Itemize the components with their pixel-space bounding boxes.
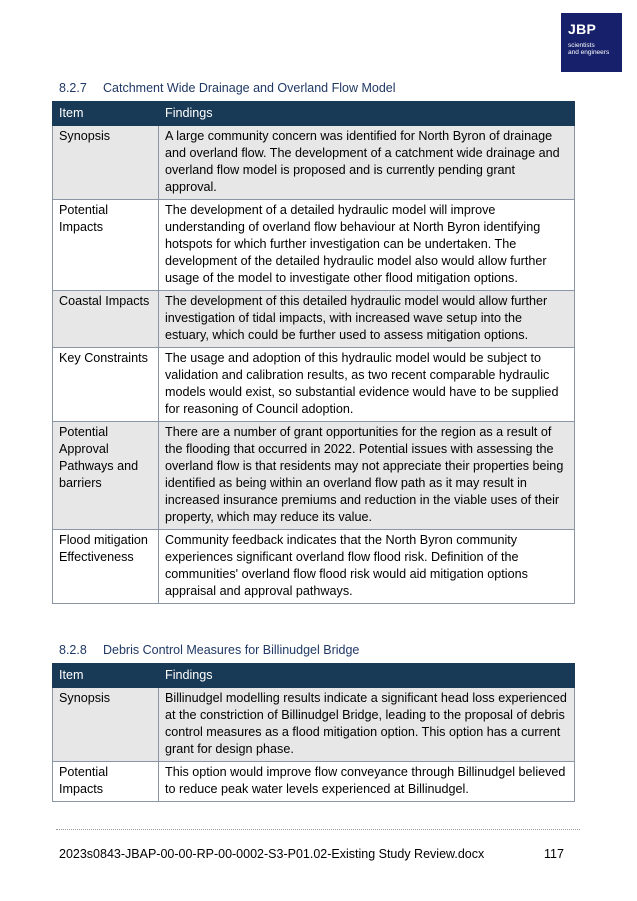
row-findings: This option would improve flow conveyance through Billinudgel believed to reduce peak water levels experienced at Billinudgel. [159, 762, 575, 802]
findings-table-8-2-8 [52, 663, 575, 802]
row-item: Potential Approval Pathways and barriers [53, 422, 159, 530]
section-title: Catchment Wide Drainage and Overland Flow Model [103, 81, 396, 95]
table-row [53, 348, 575, 422]
header-findings: Findings [159, 664, 575, 688]
header-item: Item [53, 102, 159, 126]
footer-document-name: 2023s0843-JBAP-00-00-RP-00-0002-S3-P01.02-Existing Study Review.docx [59, 847, 485, 861]
row-item: Potential Impacts [53, 200, 159, 291]
table-row [53, 422, 575, 530]
row-item: Synopsis [53, 126, 159, 200]
row-findings: The development of this detailed hydraulic model would allow further investigation of tidal impacts, with increased wave setup into the estuary, which could be further used to assess mitigation options. [159, 291, 575, 348]
row-findings: Community feedback indicates that the North Byron community experiences significant overland flow flood risk. Definition of the communities' overland flow flood risk would aid mitigation options appraisal and approval pathways. [159, 530, 575, 604]
section-number: 8.2.8 [59, 643, 87, 657]
row-item: Flood mitigation Effectiveness [53, 530, 159, 604]
table-row [53, 200, 575, 291]
table-header-row [53, 102, 575, 126]
section-number: 8.2.7 [59, 81, 87, 95]
row-item: Coastal Impacts [53, 291, 159, 348]
row-item: Key Constraints [53, 348, 159, 422]
row-findings: There are a number of grant opportunities for the region as a result of the flooding that occurred in 2022. Potential issues with assessing the overland flow is that residents may not appreciate their properties being identified as being within an overland flow path as it may result in increased insurance premiums and reduction in the viable uses of their property, which may reduce its value. [159, 422, 575, 530]
footer-divider [56, 829, 580, 830]
row-findings: A large community concern was identified for North Byron of drainage and overland flow. The development of a catchment wide drainage and overland flow model is proposed and is currently pending grant approval. [159, 126, 575, 200]
row-findings: The usage and adoption of this hydraulic model would be subject to validation and calibration results, as two recent comparable hydraulic models would exist, so substantial evidence would have to be supplied for reasoning of Council adoption. [159, 348, 575, 422]
table-row [53, 762, 575, 802]
table-row [53, 688, 575, 762]
header-findings: Findings [159, 102, 575, 126]
logo-brand: JBP [568, 21, 597, 37]
jbp-logo [561, 13, 622, 72]
row-findings: The development of a detailed hydraulic model will improve understanding of overland flow behaviour at North Byron identifying hotspots for which further investigation can be undertaken. The development of the detailed hydraulic model also would allow further usage of the model to investigate other flood mitigation options. [159, 200, 575, 291]
table-header-row [53, 664, 575, 688]
section-title: Debris Control Measures for Billinudgel Bridge [103, 643, 360, 657]
table-row [53, 530, 575, 604]
section-heading-8-2-7 [59, 81, 396, 95]
findings-table-8-2-7 [52, 101, 575, 604]
row-item: Potential Impacts [53, 762, 159, 802]
row-findings: Billinudgel modelling results indicate a significant head loss experienced at the constriction of Billinudgel Bridge, leading to the proposal of debris control measures as a flood mitigation option. This option has a current grant for design phase. [159, 688, 575, 762]
row-item: Synopsis [53, 688, 159, 762]
table-row [53, 126, 575, 200]
section-heading-8-2-8 [59, 643, 359, 657]
page-number: 117 [544, 847, 564, 861]
logo-tagline: scientists and engineers [568, 42, 610, 56]
header-item: Item [53, 664, 159, 688]
table-row [53, 291, 575, 348]
